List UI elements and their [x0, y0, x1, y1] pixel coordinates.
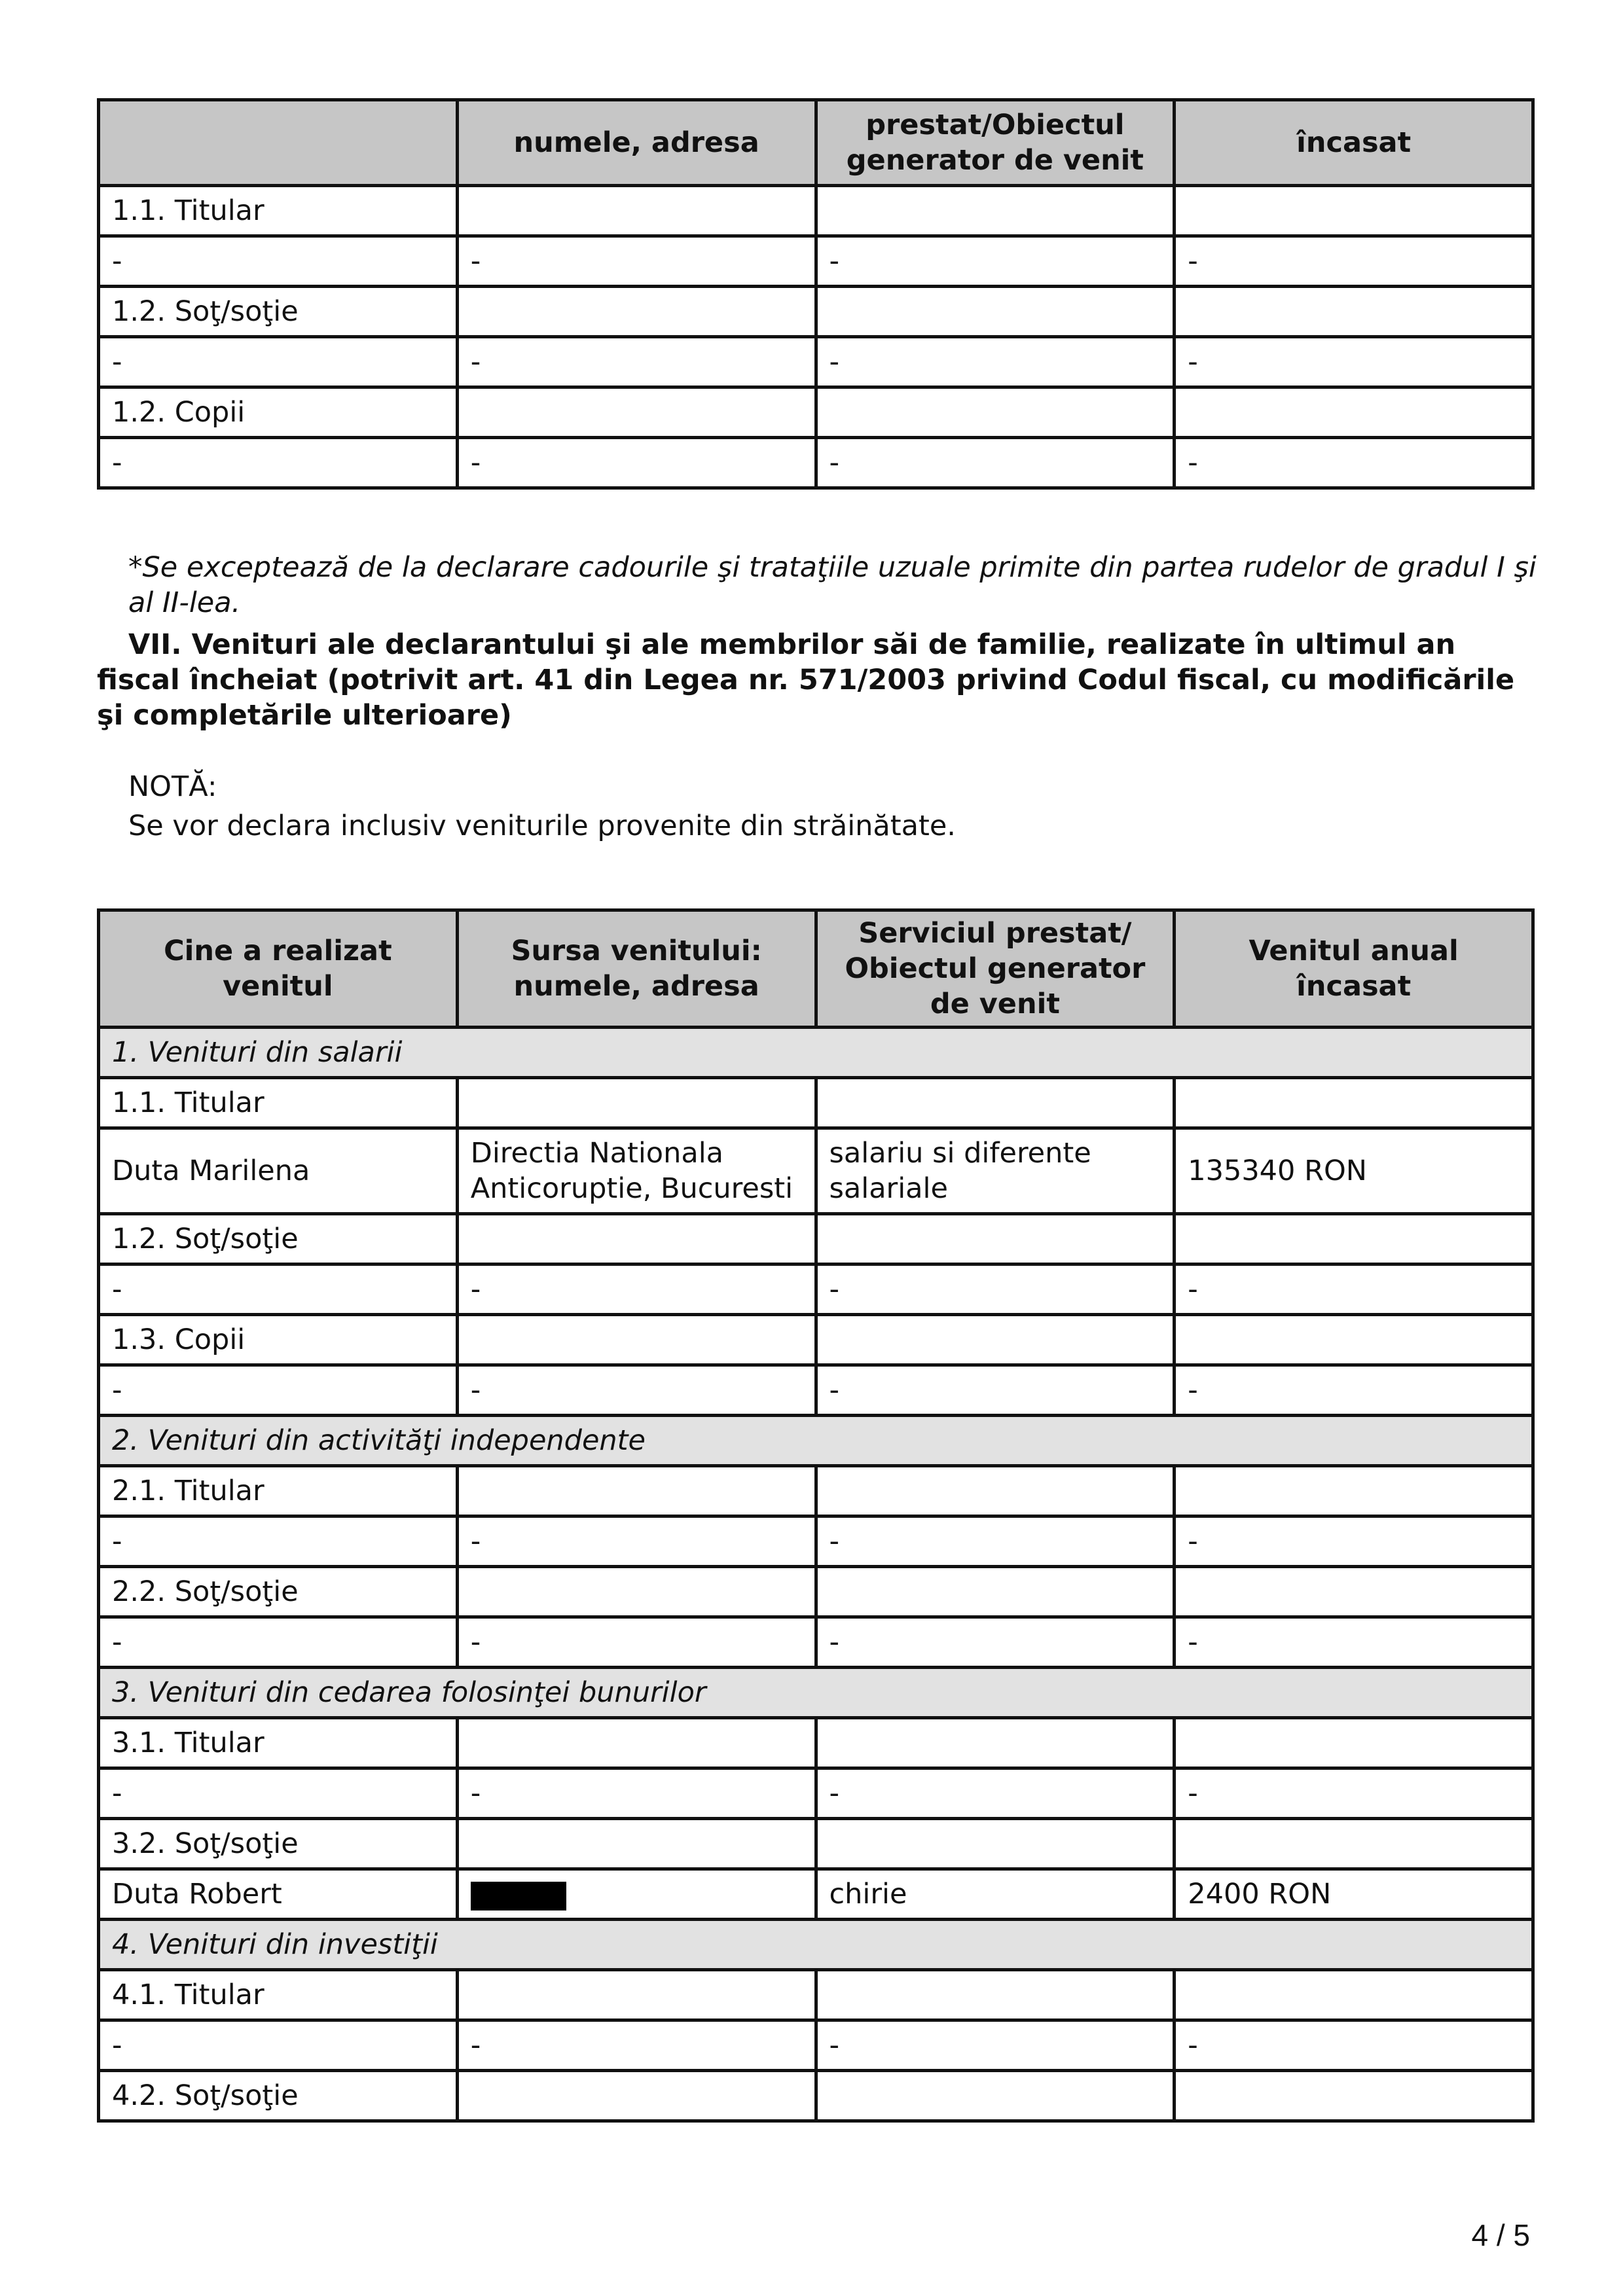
section-label: 2. Venituri din activităţi independente: [99, 1416, 1533, 1466]
table-row: [99, 1466, 1533, 1516]
table-cell: -: [1175, 2020, 1533, 2071]
redaction-block: [471, 1882, 566, 1910]
table-cell: -: [457, 1365, 816, 1416]
table-cell: -: [816, 1768, 1175, 1819]
table-cell: -: [1175, 1617, 1533, 1668]
table-cell: 1.2. Soţ/soţie: [99, 1214, 458, 1265]
table-cell: 1.1. Titular: [99, 186, 458, 236]
gift-exception-note: *Se exceptează de la declarare cadourile şi trataţiile uzuale primite din partea rudelor de gradul I şi al II-lea.: [128, 551, 1537, 619]
table-cell: [457, 1718, 816, 1768]
table-cell: -: [457, 1768, 816, 1819]
table-cell: Duta Robert: [99, 1869, 458, 1920]
table-row: [99, 1970, 1533, 2020]
table-cell: -: [99, 1768, 458, 1819]
section-row: [99, 1920, 1533, 1970]
table-cell: Duta Marilena: [99, 1128, 458, 1214]
table-row: [99, 2020, 1533, 2071]
section-label: 1. Venituri din salarii: [99, 1028, 1533, 1078]
table-cell: [816, 186, 1175, 236]
header-cell: prestat/Obiectul generator de venit: [816, 100, 1175, 186]
table-cell: -: [816, 1265, 1175, 1315]
table-row: [99, 387, 1533, 438]
note-text: Se vor declara inclusiv veniturile provenite din străinătate.: [128, 810, 956, 842]
table-row: [99, 1078, 1533, 1128]
table-cell: [1175, 2071, 1533, 2121]
table-cell: -: [457, 337, 816, 387]
table-row: [99, 1617, 1533, 1668]
table-cell: -: [99, 1516, 458, 1567]
header-cell: Sursa venitului: numele, adresa: [457, 910, 816, 1028]
header-cell: numele, adresa: [457, 100, 816, 186]
table-cell: [457, 1078, 816, 1128]
table-cell: -: [1175, 438, 1533, 488]
table-cell: -: [816, 1365, 1175, 1416]
section-row: [99, 1416, 1533, 1466]
table-cell: -: [1175, 236, 1533, 287]
header-cell: Serviciul prestat/ Obiectul generator de venit: [816, 910, 1175, 1028]
table-cell: -: [1175, 1516, 1533, 1567]
table-cell: -: [457, 2020, 816, 2071]
table-cell: -: [1175, 1365, 1533, 1416]
table-cell: [457, 1466, 816, 1516]
table-cell: 1.1. Titular: [99, 1078, 458, 1128]
table-cell: -: [816, 337, 1175, 387]
table-cell: 135340 RON: [1175, 1128, 1533, 1214]
table-cell: [1175, 1214, 1533, 1265]
table-cell: [1175, 287, 1533, 337]
section-row: [99, 1668, 1533, 1718]
table-cell: [457, 186, 816, 236]
table-cell: 2.1. Titular: [99, 1466, 458, 1516]
table-cell: 1.2. Soţ/soţie: [99, 287, 458, 337]
table-cell: [816, 1718, 1175, 1768]
table-cell: [816, 1078, 1175, 1128]
table-cell: [1175, 1567, 1533, 1617]
table-cell: -: [1175, 1265, 1533, 1315]
table-cell: [816, 1315, 1175, 1365]
table-cell: 1.3. Copii: [99, 1315, 458, 1365]
header-cell: Cine a realizat venitul: [99, 910, 458, 1028]
header-cell: încasat: [1175, 100, 1533, 186]
table-cell: -: [816, 1617, 1175, 1668]
table-cell: [1175, 1315, 1533, 1365]
table-cell: Directia Nationala Anticoruptie, Bucuresti: [457, 1128, 816, 1214]
header-cell: [99, 100, 458, 186]
table-row: [99, 1718, 1533, 1768]
table-cell: -: [457, 236, 816, 287]
table-cell: -: [816, 1516, 1175, 1567]
table-row: [99, 1869, 1533, 1920]
table-cell: -: [816, 236, 1175, 287]
section-label: 4. Venituri din investiţii: [99, 1920, 1533, 1970]
table-cell: [816, 1819, 1175, 1869]
table-row: [99, 287, 1533, 337]
table-cell: -: [816, 438, 1175, 488]
table-cell: [816, 387, 1175, 438]
table-cell: -: [99, 337, 458, 387]
table-row: [99, 2071, 1533, 2121]
table-cell: -: [1175, 337, 1533, 387]
table-cell: 4.1. Titular: [99, 1970, 458, 2020]
table-cell: 1.2. Copii: [99, 387, 458, 438]
page-number: 4 / 5: [1471, 2218, 1530, 2252]
table-cell: -: [99, 1617, 458, 1668]
table-cell: 3.2. Soţ/soţie: [99, 1819, 458, 1869]
section-label: 3. Venituri din cedarea folosinţei bunurilor: [99, 1668, 1533, 1718]
table-cell: 3.1. Titular: [99, 1718, 458, 1768]
table-header-row: [99, 910, 1533, 1028]
table-cell: salariu si diferente salariale: [816, 1128, 1175, 1214]
table-cell: -: [99, 236, 458, 287]
table-row: [99, 1365, 1533, 1416]
table-row: [99, 337, 1533, 387]
table-cell: [1175, 186, 1533, 236]
table-row: [99, 1214, 1533, 1265]
table-cell: [1175, 1466, 1533, 1516]
header-cell: Venitul anual încasat: [1175, 910, 1533, 1028]
section-title: VII. Venituri ale declarantului şi ale membrilor săi de familie, realizate în ultimul an fiscal încheiat (potrivit art. 41 din Legea nr. 571/2003 privind Codul fiscal, cu modificările şi completările ulterioare): [97, 628, 1515, 732]
table-row: [99, 186, 1533, 236]
table-cell: -: [99, 2020, 458, 2071]
note-label: NOTĂ:: [128, 770, 217, 803]
table-cell: [457, 1869, 816, 1920]
table-cell: [816, 1214, 1175, 1265]
table-row: [99, 1819, 1533, 1869]
table-cell: [457, 1567, 816, 1617]
table-row: [99, 1265, 1533, 1315]
table-header-row: [99, 100, 1533, 186]
table-cell: -: [99, 1365, 458, 1416]
table-cell: -: [457, 1265, 816, 1315]
table-cell: -: [457, 1617, 816, 1668]
table-cell: -: [457, 1516, 816, 1567]
table-cell: [457, 1819, 816, 1869]
table-cell: [816, 1567, 1175, 1617]
table-cell: [457, 1214, 816, 1265]
table-cell: [816, 2071, 1175, 2121]
table-cell: 4.2. Soţ/soţie: [99, 2071, 458, 2121]
table-cell: -: [1175, 1768, 1533, 1819]
table-cell: chirie: [816, 1869, 1175, 1920]
table-cell: 2.2. Soţ/soţie: [99, 1567, 458, 1617]
table-cell: -: [457, 438, 816, 488]
table-cell: [1175, 1970, 1533, 2020]
table-row: [99, 1516, 1533, 1567]
table-cell: [816, 1970, 1175, 2020]
table-cell: 2400 RON: [1175, 1869, 1533, 1920]
table-cell: [1175, 1078, 1533, 1128]
table-row: [99, 1128, 1533, 1214]
table-cell: [457, 1970, 816, 2020]
table-cell: [816, 1466, 1175, 1516]
table-cell: [457, 287, 816, 337]
gifts-table: [97, 98, 1535, 490]
table-cell: [1175, 387, 1533, 438]
table-row: [99, 236, 1533, 287]
table-row: [99, 1768, 1533, 1819]
table-row: [99, 1567, 1533, 1617]
table-cell: -: [816, 2020, 1175, 2071]
table-cell: -: [99, 438, 458, 488]
income-table: [97, 908, 1535, 2123]
table-row: [99, 1315, 1533, 1365]
note-block: [97, 767, 1537, 846]
table-cell: [1175, 1819, 1533, 1869]
table-cell: -: [99, 1265, 458, 1315]
table-cell: [1175, 1718, 1533, 1768]
table-cell: [457, 1315, 816, 1365]
table-cell: [816, 287, 1175, 337]
table-row: [99, 438, 1533, 488]
table-cell: [457, 2071, 816, 2121]
section-row: [99, 1028, 1533, 1078]
table-cell: [457, 387, 816, 438]
